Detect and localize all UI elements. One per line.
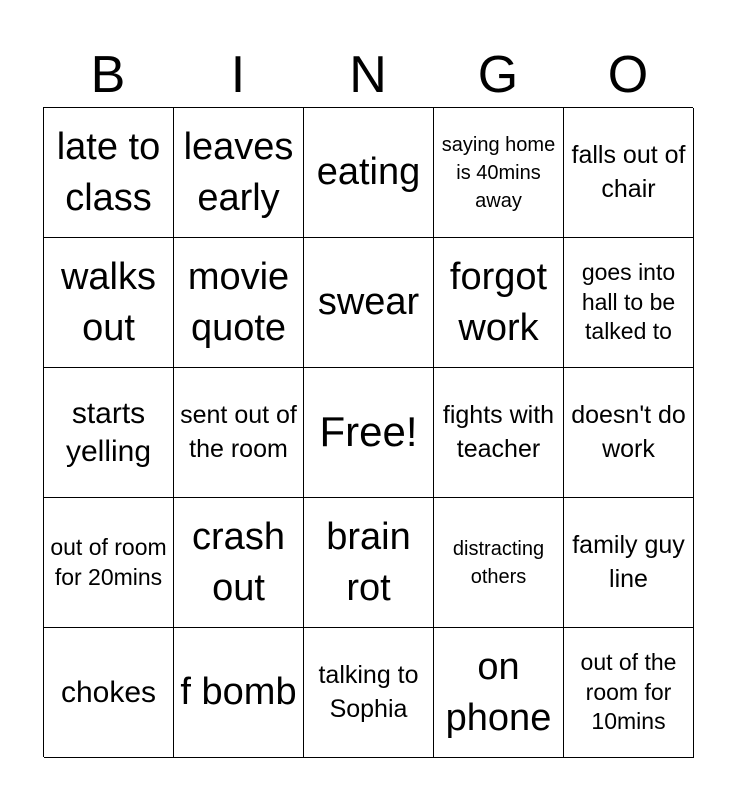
bingo-cell[interactable] <box>434 498 564 628</box>
bingo-cell[interactable] <box>44 368 174 498</box>
bingo-cell[interactable] <box>434 368 564 498</box>
bingo-cell[interactable] <box>174 368 304 498</box>
cell-text: swear <box>317 281 420 324</box>
cell-text: late to class <box>56 125 161 219</box>
cell-text: movie quote <box>187 255 290 349</box>
cell-text: sent out of the room <box>180 400 297 463</box>
cell-text: goes into hall to be talked to <box>581 258 676 345</box>
cell-text: eating <box>316 151 421 194</box>
cell-text: out of the room for 10mins <box>580 648 677 735</box>
header-letter-b: B <box>90 46 126 104</box>
header-letter-i: I <box>230 46 246 104</box>
bingo-cell[interactable] <box>434 238 564 368</box>
cell-text: walks out <box>60 255 157 349</box>
bingo-cell[interactable] <box>44 628 174 758</box>
bingo-header <box>43 44 693 106</box>
cell-text: out of room for 20mins <box>50 533 167 590</box>
bingo-cell[interactable] <box>434 628 564 758</box>
bingo-cell[interactable] <box>304 238 434 368</box>
bingo-cell[interactable] <box>174 238 304 368</box>
bingo-cell[interactable] <box>564 628 694 758</box>
header-letter-n: N <box>349 46 387 104</box>
cell-text: f bomb <box>180 671 297 714</box>
cell-text: leaves early <box>183 125 294 219</box>
cell-text: Free! <box>319 408 418 456</box>
bingo-cell[interactable] <box>44 498 174 628</box>
cell-text: family guy line <box>572 530 685 593</box>
bingo-cell[interactable] <box>174 628 304 758</box>
cell-text: fights with teacher <box>442 400 555 463</box>
cell-text: on phone <box>445 645 552 739</box>
cell-text: brain rot <box>326 515 411 609</box>
cell-text: forgot work <box>449 255 548 349</box>
bingo-cell[interactable] <box>564 238 694 368</box>
bingo-cell[interactable] <box>44 238 174 368</box>
cell-text: starts yelling <box>65 397 152 468</box>
cell-text: crash out <box>192 515 285 609</box>
bingo-cell[interactable] <box>564 368 694 498</box>
bingo-cell[interactable] <box>564 498 694 628</box>
bingo-cell[interactable] <box>434 108 564 238</box>
bingo-board <box>43 107 693 757</box>
bingo-cell[interactable] <box>174 498 304 628</box>
cell-text: talking to Sophia <box>318 660 419 723</box>
bingo-cell[interactable] <box>304 108 434 238</box>
cell-text: doesn't do work <box>571 400 686 463</box>
cell-text: falls out of chair <box>571 140 686 203</box>
cell-text: chokes <box>60 675 157 709</box>
header-letter-g: G <box>477 46 519 104</box>
cell-text: saying home is 40mins away <box>441 133 556 212</box>
bingo-cell[interactable] <box>564 108 694 238</box>
bingo-cell[interactable] <box>304 628 434 758</box>
bingo-cell[interactable] <box>174 108 304 238</box>
bingo-cell[interactable] <box>44 108 174 238</box>
header-letter-o: O <box>607 46 649 104</box>
free-space[interactable] <box>304 368 434 498</box>
bingo-cell[interactable] <box>304 498 434 628</box>
cell-text: distracting others <box>452 537 545 588</box>
